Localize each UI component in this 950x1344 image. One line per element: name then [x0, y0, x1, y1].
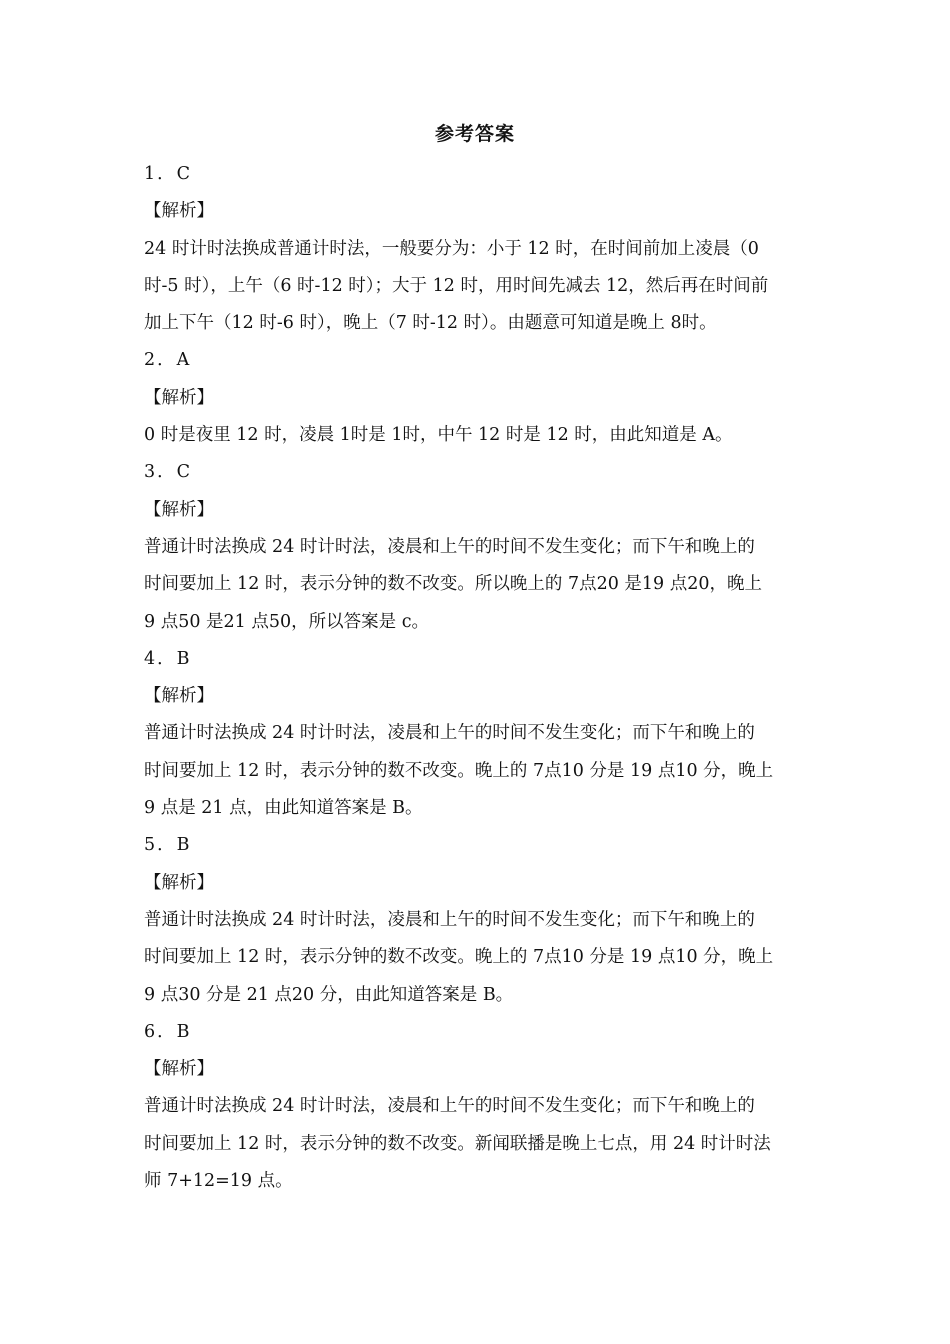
analysis-label: 【解析】	[144, 1059, 214, 1080]
analysis-label: 【解析】	[144, 686, 214, 707]
analysis-line: 时间要加上 12 时，表示分钟的数不改变。所以晚上的 7点20 是19 点20，晚上	[144, 574, 763, 595]
analysis-line: 9 点30 分是 21 点20 分，由此知道答案是 B。	[144, 984, 514, 1005]
analysis-line: 时-5 时），上午（6 时-12 时）；大于 12 时，用时间先减去 12，然后再在时间前	[144, 275, 769, 296]
answer-item-3	[144, 454, 816, 640]
analysis-line: 9 点是 21 点，由此知道答案是 B。	[144, 798, 423, 819]
question-number: 2．A	[144, 350, 192, 371]
answer-list	[144, 156, 816, 1200]
analysis-line: 时间要加上 12 时，表示分钟的数不改变。新闻联播是晚上七点，用 24 时计时法	[144, 1133, 771, 1154]
question-number: 5．B	[144, 835, 192, 856]
page-title: 参考答案	[434, 123, 515, 145]
answer-item-4	[144, 641, 816, 827]
answer-item-1	[144, 156, 816, 342]
question-number: 6．B	[144, 1021, 192, 1042]
analysis-line: 师 7+12=19 点。	[144, 1171, 293, 1192]
analysis-label: 【解析】	[144, 387, 214, 408]
analysis-line: 普通计时法换成 24 时计时法，凌晨和上午的时间不发生变化；而下午和晚上的	[144, 723, 755, 744]
answer-item-5	[144, 827, 816, 1013]
analysis-line: 24 时计时法换成普通计时法，一般要分为：小于 12 时，在时间前加上凌晨（0	[144, 238, 759, 259]
analysis-line: 0 时是夜里 12 时，凌晨 1时是 1时，中午 12 时是 12 时，由此知道是 A。	[144, 425, 733, 446]
analysis-line: 普通计时法换成 24 时计时法，凌晨和上午的时间不发生变化；而下午和晚上的	[144, 536, 755, 557]
analysis-line: 9 点50 是21 点50，所以答案是 c。	[144, 611, 429, 632]
analysis-line: 时间要加上 12 时，表示分钟的数不改变。晚上的 7点10 分是 19 点10 分，晚上	[144, 947, 774, 968]
analysis-label: 【解析】	[144, 499, 214, 520]
analysis-line: 普通计时法换成 24 时计时法，凌晨和上午的时间不发生变化；而下午和晚上的	[144, 1096, 755, 1117]
question-number: 1．C	[144, 164, 193, 184]
analysis-label: 【解析】	[144, 201, 214, 222]
question-number: 3．C	[144, 462, 193, 483]
analysis-line: 时间要加上 12 时，表示分钟的数不改变。晚上的 7点10 分是 19 点10 分，晚上	[144, 760, 774, 781]
analysis-line: 加上下午（12 时-6 时），晚上（7 时-12 时）。由题意可知道是晚上 8时。	[144, 313, 717, 334]
answer-item-6	[144, 1014, 816, 1200]
analysis-line: 普通计时法换成 24 时计时法，凌晨和上午的时间不发生变化；而下午和晚上的	[144, 909, 755, 930]
analysis-label: 【解析】	[144, 872, 214, 893]
answer-item-2	[144, 342, 816, 454]
question-number: 4．B	[144, 648, 192, 669]
